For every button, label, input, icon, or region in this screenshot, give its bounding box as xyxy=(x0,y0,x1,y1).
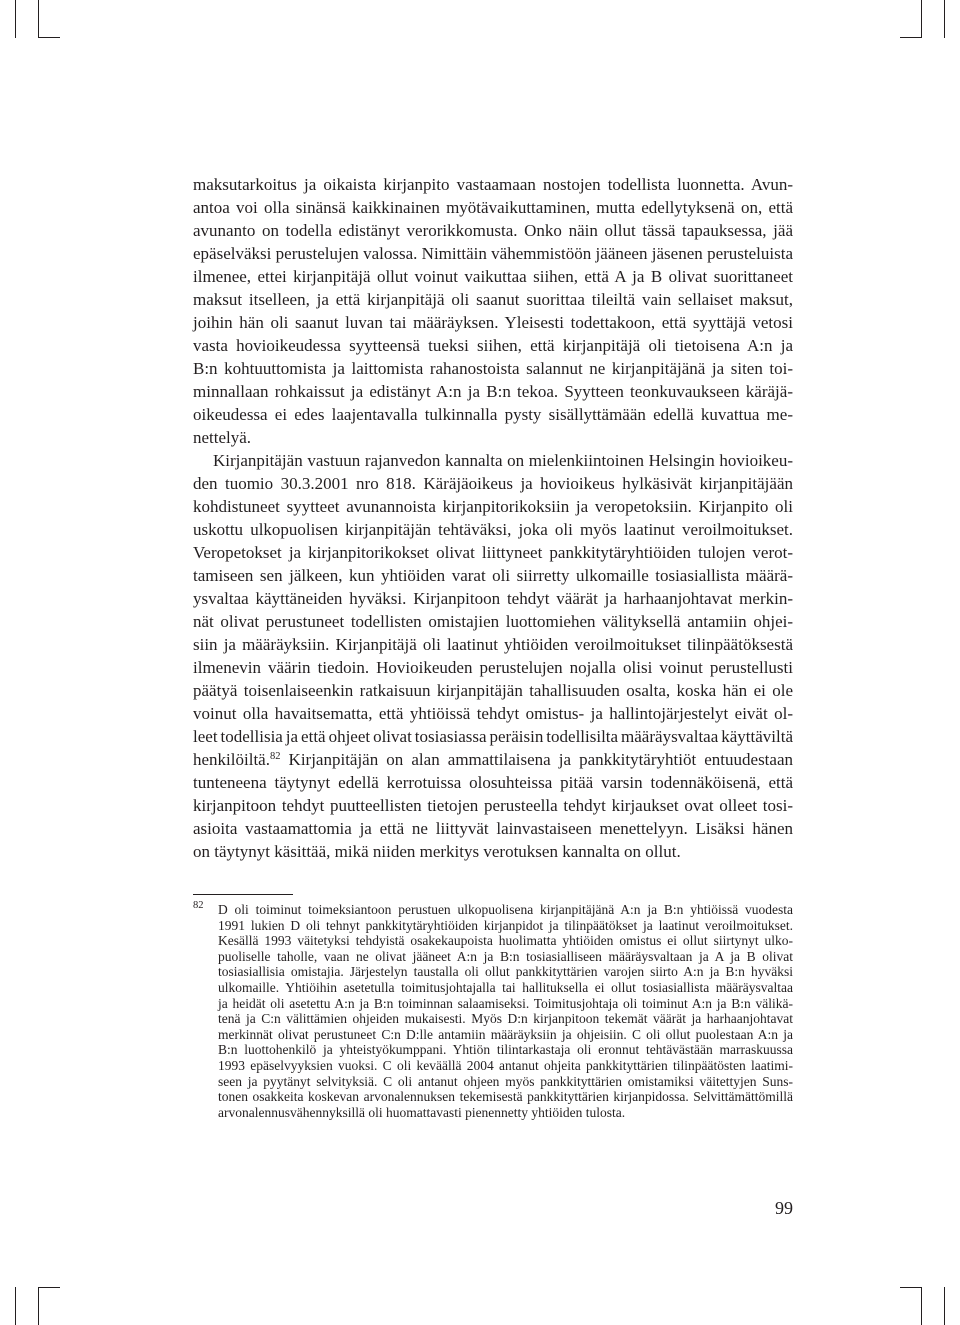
body-line: on täytynyt käsittää, mikä niiden merkitys verotuksen kannalta on ollut. xyxy=(193,842,681,861)
footnote-line: puoliselle taholle, vaan ne olivat jääneet A:n ja B:n tosiasialliseen määräysvaltaan ja A ja B olivat xyxy=(218,948,793,964)
body-line: vasta hovioikeudessa syytteensä tueksi siihen, että kirjanpitäjä oli tietoisena A:n ja xyxy=(193,336,793,355)
body-line: uskottu ulkopuolisen kirjanpitäjän tehtäväksi, joka oli myös laatinut veroilmoitukset. xyxy=(193,520,793,539)
body-line: Veropetokset ja kirjanpitorikokset olivat liittyneet pankkitytäryhtiöiden tulojen verot- xyxy=(193,543,793,562)
body-line: nettelyä. xyxy=(193,428,252,447)
footnote-line: tenä ja C:n välittämien ohjeiden mukaisesti. Myös D:n kirjanpitoon tekemät väärät ja harhaanjohtavat xyxy=(218,1011,793,1027)
footnote xyxy=(218,902,793,1120)
crop-mark xyxy=(38,0,39,38)
body-line: ilmenevin väärin tiedoin. Hovioikeuden perustelujen nojalla olisi voinut perustellusti xyxy=(193,658,793,677)
body-line: den tuomio 30.3.2001 nro 818. Käräjäoikeus ja hovioikeus hylkäsivät kirjanpitäjään xyxy=(193,474,793,493)
crop-mark xyxy=(921,0,922,38)
footnote-line: Kesällä 1993 väitetyksi tehdyistä osakekaupoista huolimatta yhtiöiden omistus ei ollut siirtynyt ulko- xyxy=(218,933,793,949)
body-line: tunteneena täytynyt edellä kerrotuissa olosuhteissa pitää varsin todennäköisenä, että xyxy=(193,773,793,792)
body-line: asioita vastaamattomia ja että ne liittyvät lainvastaiseen menettelyyn. Lisäksi hänen xyxy=(193,819,793,838)
body-line: kirjanpitoon tehdyt puutteellisten tietojen perusteella tehdyt kirjaukset ovat olleet tosi- xyxy=(193,796,793,815)
footnote-line: tonen osakkeita koskevan arvonalennuksen tekemisestä pankkityttärien kirjanpidossa. Selvittämättömillä xyxy=(218,1089,793,1105)
crop-mark xyxy=(944,0,945,38)
crop-mark xyxy=(15,0,16,38)
crop-mark xyxy=(900,1287,922,1288)
body-line: päätyä toisenlaiseenkin ratkaisuun kirjanpitäjän tahallisuuden osalta, koska hän ei ole xyxy=(193,681,793,700)
footnote-line: ulkomaille. Yhtiöihin asetetulla toimitusjohtajalla tai hallituksella ei ollut tosiasiallista määräysvaltaa xyxy=(218,979,793,995)
footnote-line: tosiasiallisia omistajia. Järjestelyn taustalla oli ollut pankkityttärien varojen siirto A:n ja B:n hyväksi xyxy=(218,964,793,980)
body-line: avunanto on todella edistänyt verorikkomusta. Onko näin ollut tässä tapauksessa, jää xyxy=(193,221,793,240)
body-line: joihin hän oli saanut luvan tai määräyksen. Yleisesti todettakoon, että syyttäjä vetosi xyxy=(193,313,793,332)
crop-mark xyxy=(944,1287,945,1325)
body-line: ilmenee, ettei kirjanpitäjä ollut voinut vaikuttaa siihen, että A ja B olivat suorittaneet xyxy=(193,267,793,286)
footnote-reference: 82 xyxy=(269,751,281,762)
body-line: siin ja määräyksiin. Kirjanpitäjä oli laatinut yhtiöiden veroilmoitukset tilinpäätöksestä xyxy=(193,635,793,654)
body-line xyxy=(193,748,793,771)
body-line-text: Kirjanpitäjän on alan ammattilaisena ja pankkitytäryhtiöt entuudestaan xyxy=(280,750,793,769)
body-line: minnallaan rohkaissut ja edistänyt A:n ja B:n tekoa. Syytteen teonkuvaukseen käräjä- xyxy=(193,382,793,401)
footnote-line: 1993 epäselvyyksien vuoksi. C oli keväällä 2004 antanut ohjeita pankkityttärien tilinpäätösten laatimi- xyxy=(218,1057,793,1073)
crop-mark xyxy=(900,37,922,38)
footnote-line: 1991 lukien D oli tehnyt pankkitytäryhtiöiden kirjanpidot ja tilinpäätökset ja laatinut veroilmoitukset. xyxy=(218,917,793,933)
body-line: voinut olla havaitsematta, että yhtiöissä tehdyt omistus- ja hallintojärjestelyt eivät ol- xyxy=(193,704,793,723)
body-line: Kirjanpitäjän vastuun rajanvedon kannalta on mielenkiintoinen Helsingin hovioikeu- xyxy=(213,451,793,470)
body-text xyxy=(193,173,793,863)
body-line: maksutarkoitus ja oikaista kirjanpito vastaamaan nostojen todellista luonnetta. Avun- xyxy=(193,175,793,194)
crop-mark xyxy=(38,1287,60,1288)
footnote-number: 82 xyxy=(193,900,204,911)
footnote-line: seen ja pyytänyt selvityksiä. C oli antanut ohjeen myös pankkityttärien omistamiksi väitettyjen Suns- xyxy=(218,1073,793,1089)
body-line: antoa voi olla sinänsä kaikkinainen myötävaikuttaminen, mutta edellytyksenä on, että xyxy=(193,198,793,217)
crop-mark xyxy=(921,1287,922,1325)
paragraph xyxy=(193,449,793,863)
body-line: oikeudessa ei edes laajentavalla tulkinnalla pysty sisällyttämään edellä kuvattua me- xyxy=(193,405,793,424)
body-line: kohdistuneet syytteet avunannoista kirjanpitorikoksiin ja veropetoksiin. Kirjanpito oli xyxy=(193,497,793,516)
body-line: nät olivat perustuneet todellisten omistajien luottomiehen välityksellä antamiin ohjei- xyxy=(193,612,793,631)
body-line-text: henkilöiltä. xyxy=(193,750,270,769)
paragraph xyxy=(193,173,793,449)
body-line: maksut itselleen, ja että kirjanpitäjä oli saanut suorittaa tileiltä vain sellaiset maksut, xyxy=(193,290,793,309)
page-number: 99 xyxy=(775,1198,793,1218)
crop-mark xyxy=(15,1287,16,1325)
crop-mark xyxy=(38,37,60,38)
body-line: B:n kohtuuttomista ja laittomista rahanostoista salannut ne kirjanpitäjänä ja siten toi- xyxy=(193,359,793,378)
footnote-line: merkinnät olivat perustuneet C:n D:lle antamiin määräyksiin ja ohjeisiin. C oli ollut puolestaan A:n ja xyxy=(218,1026,793,1042)
footnote-line: arvonalennusvähennyksillä oli huomattavasti pienennetty yhtiöiden tulosta. xyxy=(218,1104,626,1120)
body-line: tamiseen sen jälkeen, kun yhtiöiden varat oli siirretty ulkomaille tosiasiallista määrä- xyxy=(193,566,793,585)
footnote-line: D oli toiminut toimeksiantoon perustuen ulkopuolisena kirjanpitäjänä A:n ja B:n yhtiöissä vuodesta xyxy=(218,902,793,917)
body-line: epäselväksi perustelujen valossa. Nimittäin vähemmistöön jääneen jäsenen perusteluista xyxy=(193,244,793,263)
footnote-separator xyxy=(193,894,293,895)
body-line: ysvaltaa käyttäneiden hyväksi. Kirjanpitoon tehdyt väärät ja harhaanjohtavat merkin- xyxy=(193,589,793,608)
crop-mark xyxy=(38,1287,39,1325)
body-line: leet todellisia ja että ohjeet olivat tosiasiassa peräisin todellisilta määräysvaltaa käyttäviltä xyxy=(193,727,793,746)
footnote-line: B:n luottohenkilö ja yhteistyökumppani. Yhtiön tilintarkastaja oli eronnut tehtävästään marraskuussa xyxy=(218,1042,793,1058)
footnote-line: ja heidät oli asetettu A:n ja B:n toiminnan salaamiseksi. Toimitusjohtaja oli toiminut A:n ja B:n välikä- xyxy=(218,995,793,1011)
